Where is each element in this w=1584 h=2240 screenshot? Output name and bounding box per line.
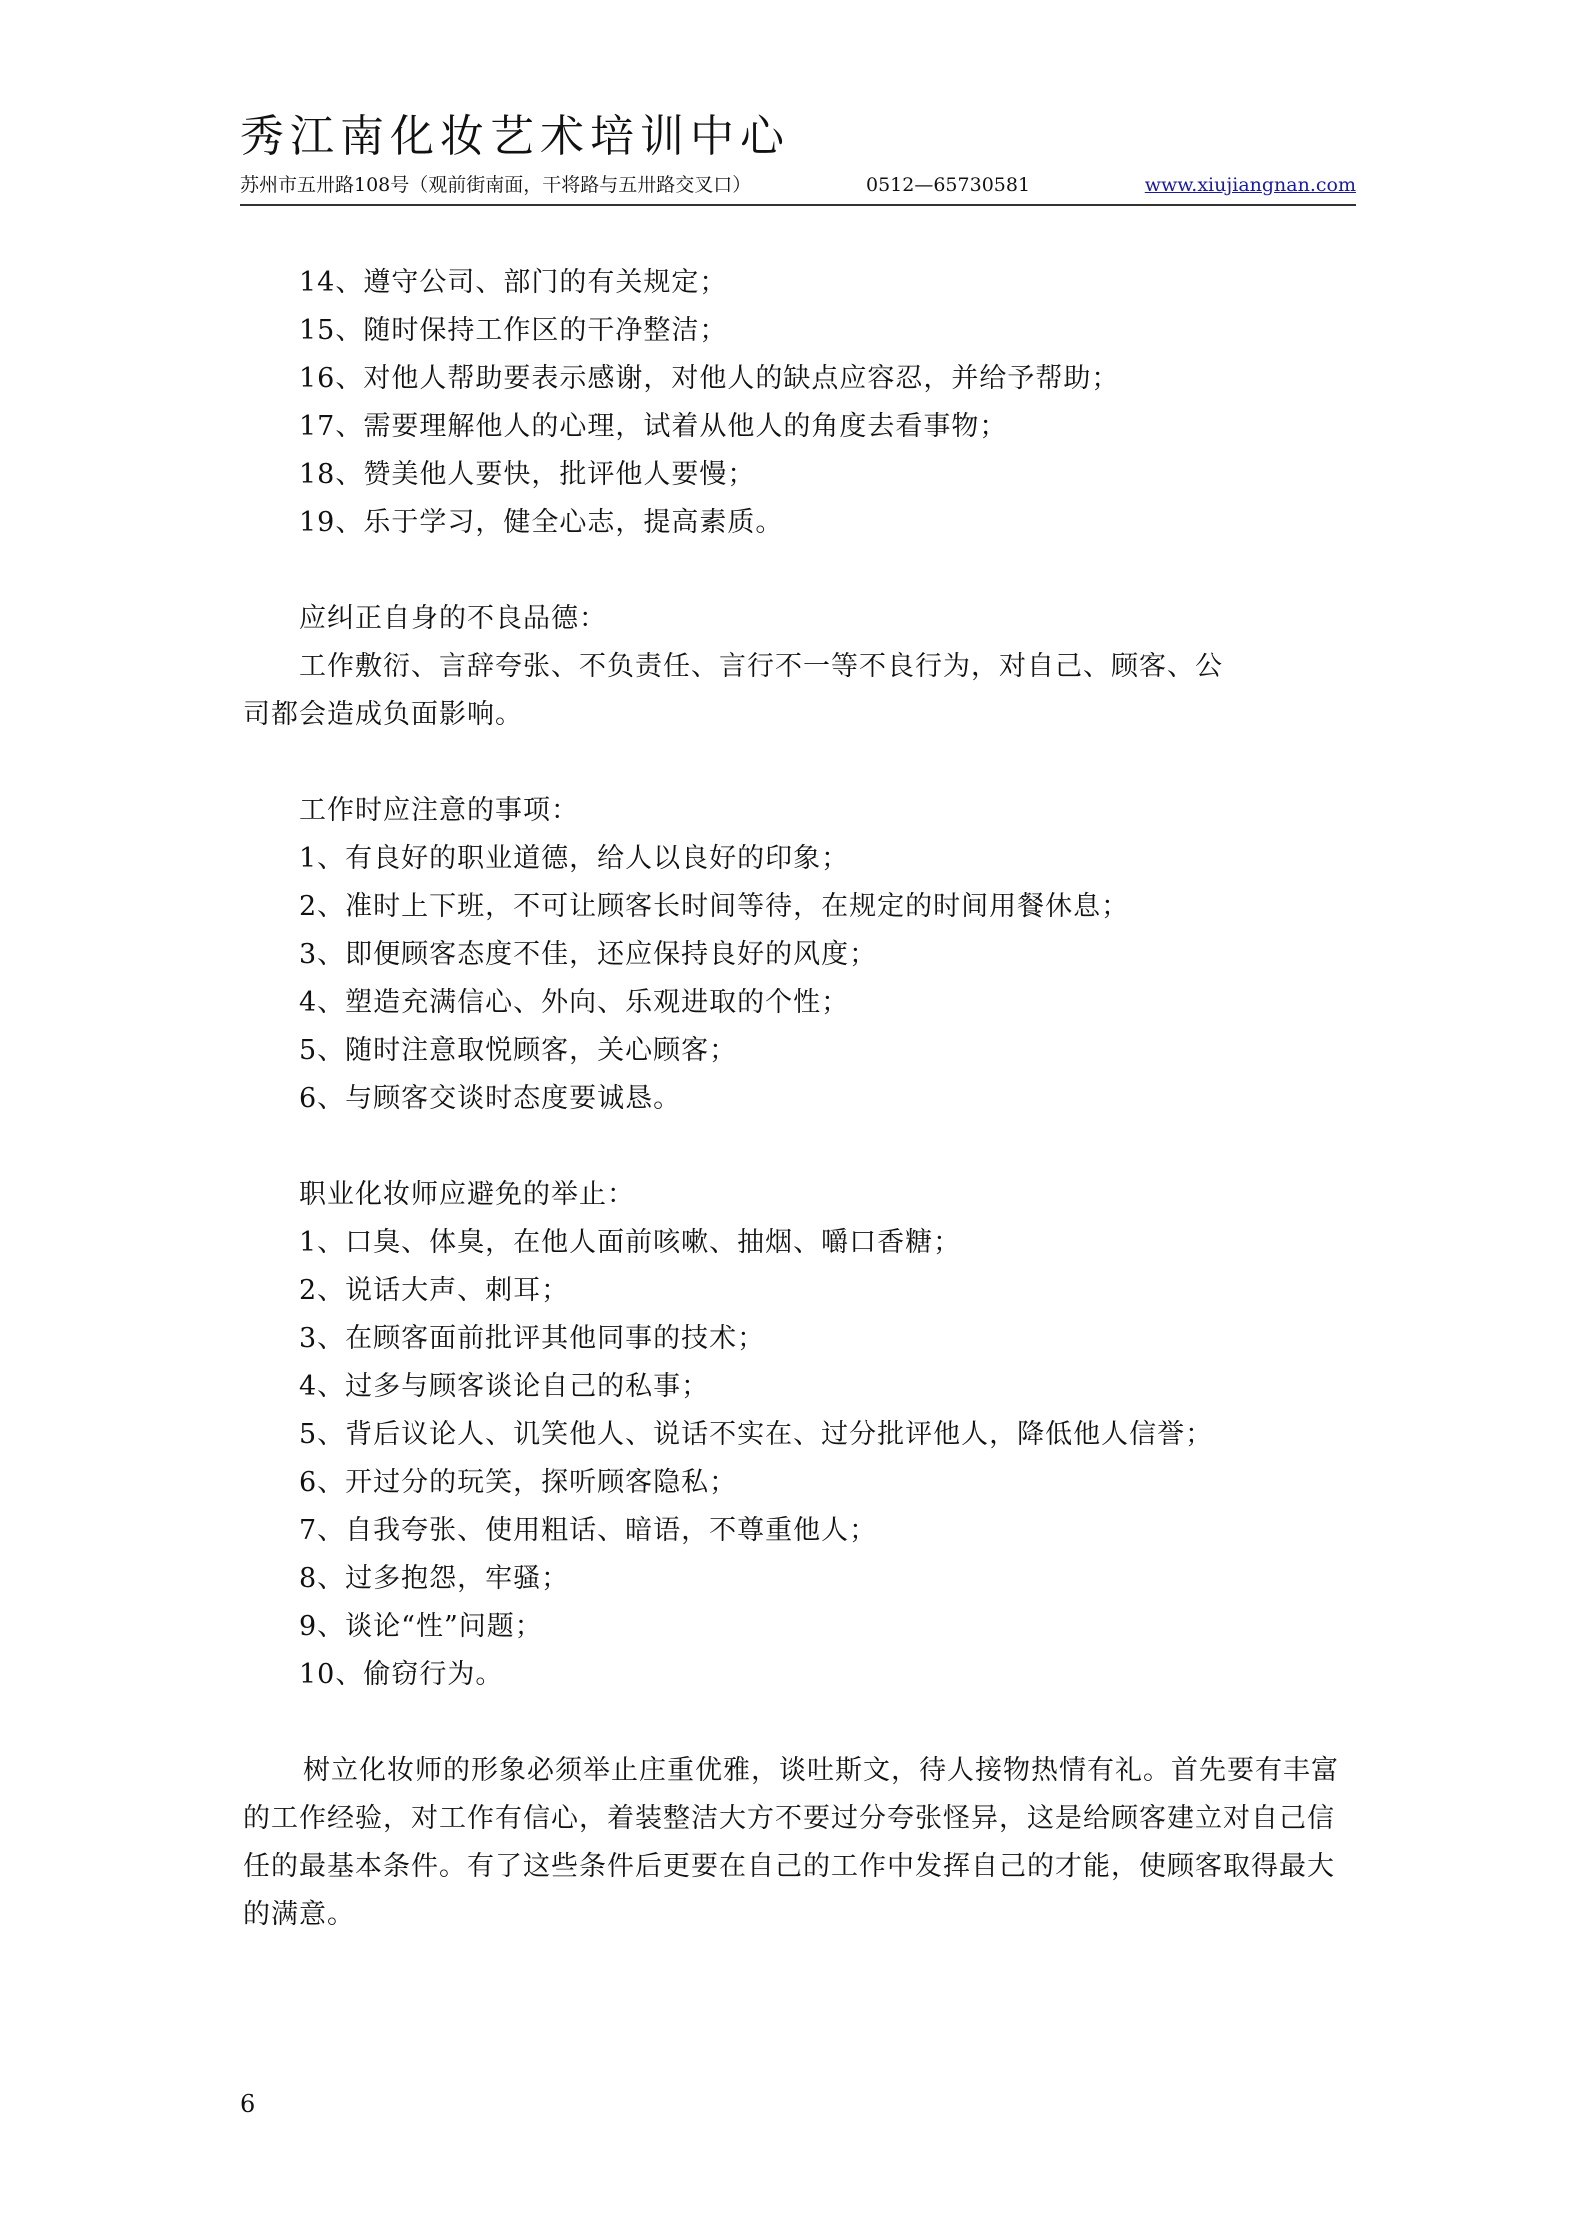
header-contact-line: [240, 172, 1356, 198]
header-phone: 0512—65730581: [865, 174, 1031, 196]
list-item: 17、需要理解他人的心理，试着从他人的角度去看事物；: [299, 411, 1008, 442]
list-item: 7、自我夸张、使用粗话、暗语，不尊重他人；: [299, 1515, 878, 1546]
header-divider: [240, 204, 1356, 206]
list-item: 4、过多与顾客谈论自己的私事；: [299, 1371, 710, 1402]
list-item: 1、有良好的职业道德，给人以良好的印象；: [299, 843, 850, 874]
list-item: 18、赞美他人要快，批评他人要慢；: [299, 459, 756, 490]
list-item: 19、乐于学习，健全心志，提高素质。: [299, 507, 784, 538]
section-heading-avoid: 职业化妆师应避免的举止：: [299, 1179, 635, 1210]
document-body: [243, 259, 1355, 1939]
page-number: 6: [240, 2090, 256, 2118]
list-item: 6、开过分的玩笑，探听顾客隐私；: [299, 1467, 738, 1498]
header-address: 苏州市五卅路108号（观前街南面，干将路与五卅路交叉口）: [240, 174, 752, 196]
list-item: 10、偷窃行为。: [299, 1659, 504, 1690]
list-item: 5、随时注意取悦顾客，关心顾客；: [299, 1035, 738, 1066]
list-item: 6、与顾客交谈时态度要诚恳。: [299, 1083, 682, 1114]
section-heading-work-notes: 工作时应注意的事项：: [299, 795, 579, 826]
page-header: [240, 108, 1356, 206]
list-item: 3、在顾客面前批评其他同事的技术；: [299, 1323, 766, 1354]
list-item: 14、遵守公司、部门的有关规定；: [299, 267, 728, 298]
closing-paragraph-text: 树立化妆师的形象必须举止庄重优雅，谈吐斯文，待人接物热情有礼。首先要有丰富的工作经验，对工作有信心，着装整洁大方不要过分夸张怪异，这是给顾客建立对自己信任的最基本条件。有了这些条件后更要在自己的工作中发挥自己的才能，使顾客取得最大的满意。: [243, 1755, 1339, 1930]
list-item: 9、谈论“性”问题；: [299, 1611, 543, 1642]
list-item: 15、随时保持工作区的干净整洁；: [299, 315, 728, 346]
list-item: 4、塑造充满信心、外向、乐观进取的个性；: [299, 987, 850, 1018]
list-item: 5、背后议论人、讥笑他人、说话不实在、过分批评他人，降低他人信誉；: [299, 1419, 1214, 1450]
paragraph-line: 司都会造成负面影响。: [243, 699, 523, 730]
header-title: 秀江南化妆艺术培训中心: [240, 111, 790, 162]
list-item: 8、过多抱怨，牢骚；: [299, 1563, 570, 1594]
paragraph-line: 工作敷衍、言辞夸张、不负责任、言行不一等不良行为，对自己、顾客、公: [299, 651, 1223, 682]
closing-paragraph: [243, 1747, 1355, 1939]
list-item: 2、准时上下班，不可让顾客长时间等待，在规定的时间用餐休息；: [299, 891, 1130, 922]
list-item: 16、对他人帮助要表示感谢，对他人的缺点应容忍，并给予帮助；: [299, 363, 1120, 394]
list-item: 2、说话大声、刺耳；: [299, 1275, 570, 1306]
header-website-link[interactable]: www.xiujiangnan.com: [1144, 174, 1356, 196]
list-item: 3、即便顾客态度不佳，还应保持良好的风度；: [299, 939, 878, 970]
section-heading-bad-qualities: 应纠正自身的不良品德：: [299, 603, 607, 634]
list-item: 1、口臭、体臭，在他人面前咳嗽、抽烟、嚼口香糖；: [299, 1227, 962, 1258]
